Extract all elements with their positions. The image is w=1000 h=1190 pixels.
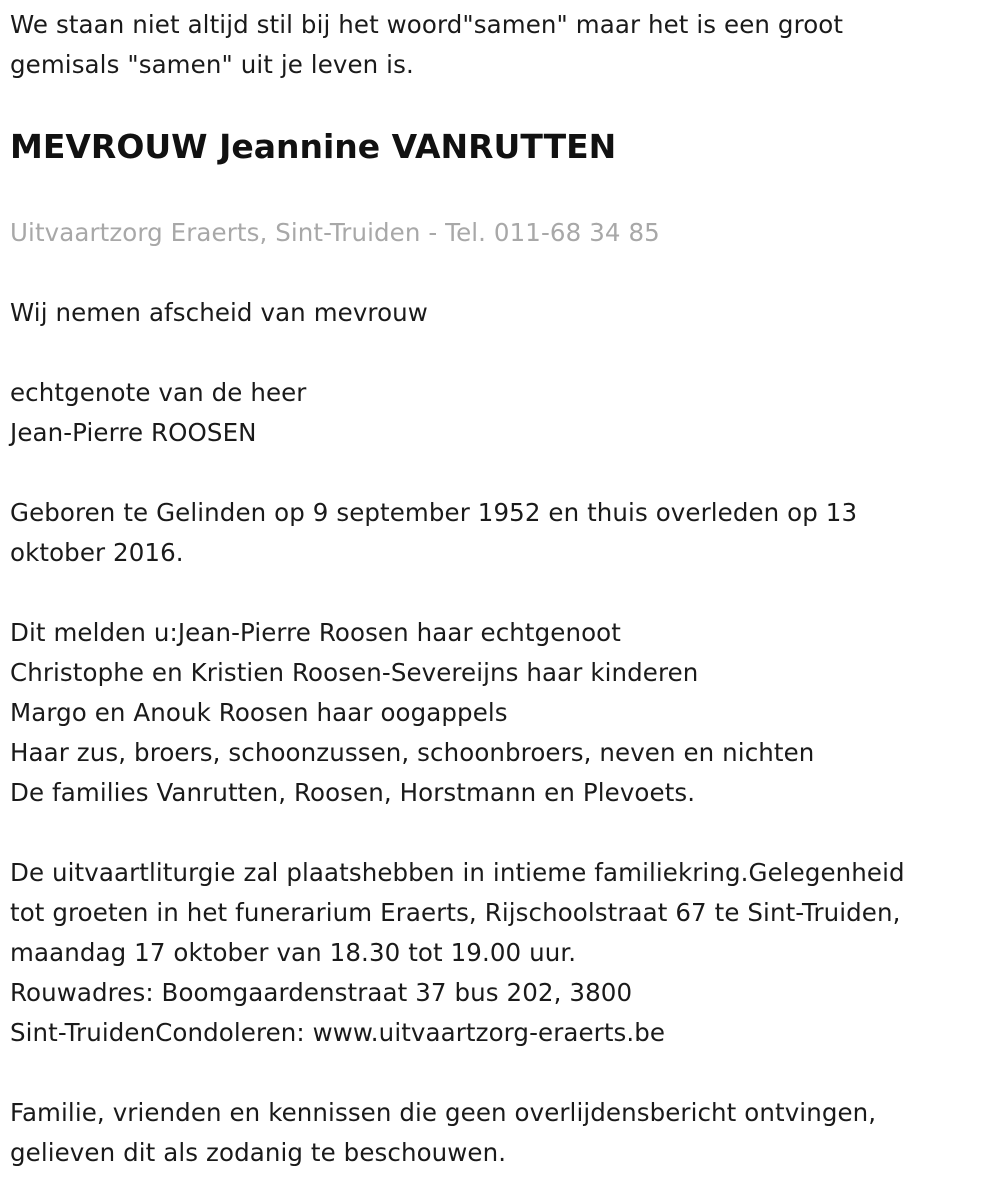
intro-line: gemisals "samen" uit je leven is. <box>10 50 414 79</box>
text-line: Geboren te Gelinden op 9 september 1952 en thuis overleden op 13 <box>10 498 858 527</box>
text-line: maandag 17 oktober van 18.30 tot 19.00 uur. <box>10 938 577 967</box>
text-line: Christophe en Kristien Roosen-Severeijns haar kinderen <box>10 658 699 687</box>
paragraph-spouse <box>10 373 992 453</box>
paragraph-notice <box>10 1093 992 1173</box>
text-line: tot groeten in het funerarium Eraerts, Rijschoolstraat 67 te Sint-Truiden, <box>10 898 901 927</box>
text-line: Margo en Anouk Roosen haar oogappels <box>10 698 508 727</box>
text-line: Wij nemen afscheid van mevrouw <box>10 298 428 327</box>
text-line: oktober 2016. <box>10 538 184 567</box>
paragraph-family <box>10 613 992 813</box>
text-line: echtgenote van de heer <box>10 378 307 407</box>
text-line: Jean-Pierre ROOSEN <box>10 418 257 447</box>
paragraph-ceremony <box>10 853 992 1053</box>
text-line: Rouwadres: Boomgaardenstraat 37 bus 202, 3800 <box>10 978 633 1007</box>
intro-quote <box>10 5 992 85</box>
text-line: Dit melden u:Jean-Pierre Roosen haar echtgenoot <box>10 618 621 647</box>
paragraph-dates <box>10 493 992 573</box>
deceased-name-title: MEVROUW Jeannine VANRUTTEN <box>10 127 617 166</box>
funeral-home-info: Uitvaartzorg Eraerts, Sint-Truiden - Tel. 011-68 34 85 <box>10 218 660 247</box>
text-line: Sint-TruidenCondoleren: www.uitvaartzorg-eraerts.be <box>10 1018 666 1047</box>
text-line: Familie, vrienden en kennissen die geen overlijdensbericht ontvingen, <box>10 1098 877 1127</box>
intro-line: We staan niet altijd stil bij het woord"samen" maar het is een groot <box>10 10 844 39</box>
text-line: De uitvaartliturgie zal plaatshebben in intieme familiekring.Gelegenheid <box>10 858 905 887</box>
text-line: De families Vanrutten, Roosen, Horstmann en Plevoets. <box>10 778 696 807</box>
paragraph-farewell <box>10 293 992 333</box>
text-line: gelieven dit als zodanig te beschouwen. <box>10 1138 507 1167</box>
text-line: Haar zus, broers, schoonzussen, schoonbroers, neven en nichten <box>10 738 815 767</box>
